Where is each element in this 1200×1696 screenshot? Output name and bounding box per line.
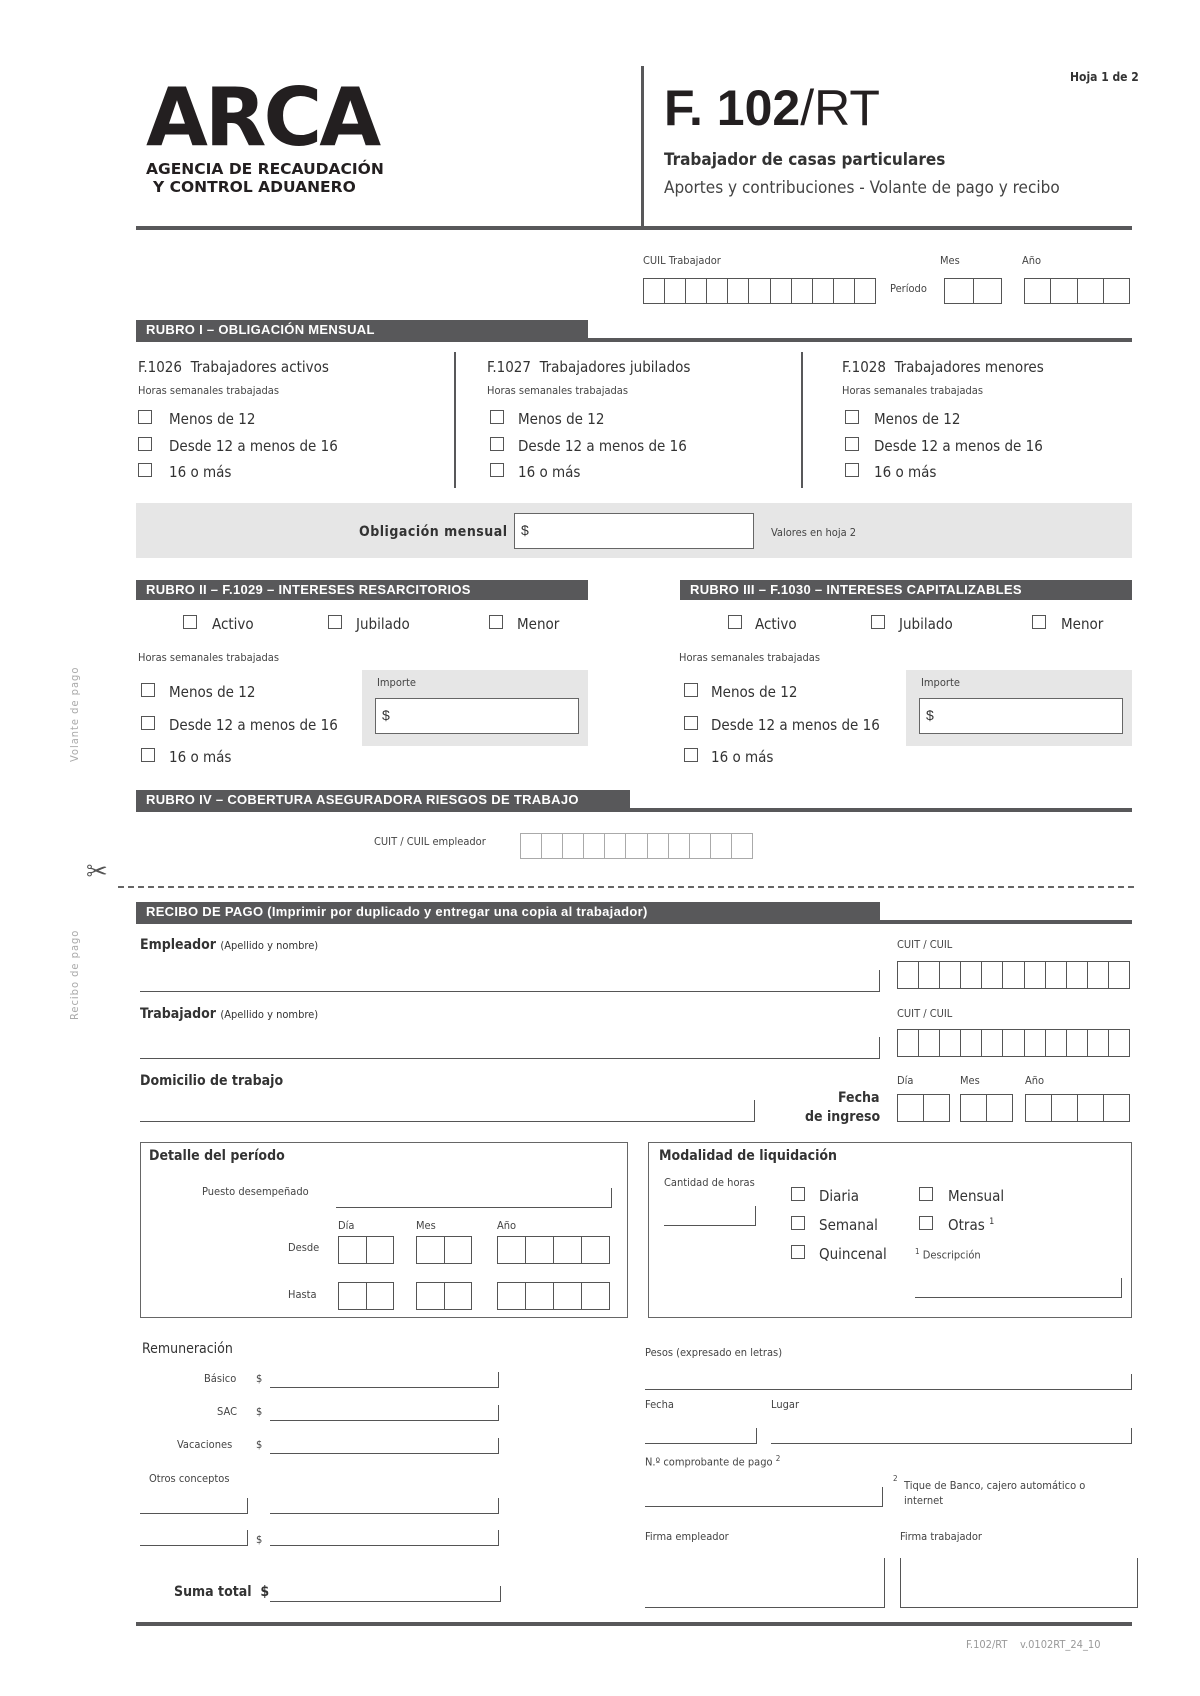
rubro2-activo-checkbox[interactable]	[183, 615, 197, 629]
rubro1-col2-hours-label: Horas semanales trabajadas	[487, 384, 629, 397]
firma-trabajador-input[interactable]	[900, 1558, 1138, 1608]
detalle-dia-label: Día	[338, 1219, 355, 1232]
rubro1-col3-title	[842, 358, 1044, 376]
trabajador-label-text: Trabajador	[140, 1006, 216, 1022]
detalle-mes-label: Mes	[416, 1219, 436, 1232]
modalidad-title: Modalidad de liquidación	[659, 1148, 838, 1164]
trabajador-note: (Apellido y nombre)	[220, 1008, 319, 1021]
rubro3-opt2-label: Desde 12 a menos de 16	[711, 716, 880, 734]
rubro3-jubilado-label: Jubilado	[899, 615, 953, 633]
footer-rule	[136, 1622, 1132, 1626]
anio-label: Año	[1022, 254, 1042, 267]
sac-currency: $	[256, 1405, 263, 1418]
modalidad-semanal-checkbox[interactable]	[791, 1216, 805, 1230]
ticket-note: Tique de Banco, cajero automático o internet	[904, 1479, 1086, 1507]
ticket-note-sup: 2	[893, 1474, 898, 1483]
rubro3-opt1-checkbox[interactable]	[684, 683, 698, 697]
otros-concepto-1-amount[interactable]	[270, 1498, 499, 1514]
otros-concepto-2-currency: $	[256, 1533, 263, 1546]
rubro1-col3-opt2-label: Desde 12 a menos de 16	[874, 437, 1043, 455]
hasta-label: Hasta	[288, 1288, 317, 1301]
rubro2-opt2-label: Desde 12 a menos de 16	[169, 716, 338, 734]
rubro1-col1-opt1-checkbox[interactable]	[138, 410, 152, 424]
trabajador-cuit-label: CUIT / CUIL	[897, 1007, 953, 1020]
cantidad-horas-input[interactable]	[664, 1206, 756, 1226]
modalidad-diaria-checkbox[interactable]	[791, 1187, 805, 1201]
firma-empleador-input[interactable]	[645, 1558, 885, 1608]
rubro3-importe-input[interactable]	[919, 698, 1123, 734]
obligacion-currency: $	[521, 522, 529, 538]
otros-concepto-2-amount[interactable]	[270, 1530, 499, 1546]
rubro4-cuit-input[interactable]	[520, 833, 753, 859]
rubro3-menor-checkbox[interactable]	[1032, 615, 1046, 629]
cut-line	[118, 886, 1134, 888]
comprobante-text: N.º comprobante de pago	[645, 1455, 773, 1469]
cuil-trabajador-input[interactable]	[643, 278, 876, 304]
modalidad-diaria-label: Diaria	[819, 1187, 859, 1205]
puesto-input[interactable]	[336, 1188, 612, 1208]
form-code	[664, 80, 880, 136]
rubro3-activo-checkbox[interactable]	[728, 615, 742, 629]
rubro2-importe-label: Importe	[377, 676, 416, 689]
rubro1-col1-opt3-checkbox[interactable]	[138, 463, 152, 477]
firma-empleador-label: Firma empleador	[645, 1530, 729, 1543]
descripcion-input[interactable]	[915, 1278, 1122, 1298]
rubro1-col3-opt1-label: Menos de 12	[874, 410, 961, 428]
rubro1-col3-name: Trabajadores menores	[894, 358, 1044, 376]
rubro1-col1-hours-label: Horas semanales trabajadas	[138, 384, 280, 397]
footer-code	[966, 1638, 1101, 1651]
desde-dia-input[interactable]	[338, 1236, 394, 1264]
form-subtitle: Trabajador de casas particulares	[664, 150, 946, 170]
rubro4-rule	[136, 808, 1132, 812]
trabajador-label	[140, 1006, 318, 1022]
desde-mes-input[interactable]	[416, 1236, 472, 1264]
comprobante-label	[645, 1454, 780, 1469]
sac-label: SAC	[217, 1405, 237, 1418]
rubro2-jubilado-checkbox[interactable]	[328, 615, 342, 629]
recibo-rule	[136, 920, 1132, 924]
empleador-cuit-label: CUIT / CUIL	[897, 938, 953, 951]
scissors-icon: ✂	[86, 856, 108, 886]
vacaciones-label: Vacaciones	[177, 1438, 233, 1451]
rubro3-title: RUBRO III – F.1030 – INTERESES CAPITALIZABLES	[680, 580, 1132, 600]
descripcion-label	[915, 1247, 981, 1262]
comprobante-sup: 2	[775, 1454, 781, 1463]
fecha-ingreso-dia-label: Día	[897, 1074, 914, 1087]
rubro2-opt2-checkbox[interactable]	[141, 716, 155, 730]
agency-name-line2: Y CONTROL ADUANERO	[153, 178, 356, 196]
rubro1-col2-code: F.1027	[487, 358, 531, 376]
rubro1-col1-opt1-label: Menos de 12	[169, 410, 256, 428]
cuil-trabajador-label: CUIL Trabajador	[643, 254, 721, 267]
rubro1-col-divider-2	[801, 352, 803, 488]
rubro1-col3-code: F.1028	[842, 358, 886, 376]
rubro3-menor-label: Menor	[1061, 615, 1104, 633]
otros-concepto-2-name[interactable]	[140, 1530, 248, 1546]
rubro1-col2-title	[487, 358, 690, 376]
empleador-label-text: Empleador	[140, 937, 216, 953]
pesos-letras-label: Pesos (expresado en letras)	[645, 1346, 783, 1359]
fecha-ingreso-dia-input[interactable]	[897, 1094, 950, 1122]
modalidad-otras-checkbox[interactable]	[919, 1216, 933, 1230]
domicilio-label: Domicilio de trabajo	[140, 1073, 284, 1089]
modalidad-mensual-checkbox[interactable]	[919, 1187, 933, 1201]
periodo-mes-input[interactable]	[944, 278, 1002, 304]
mes-label: Mes	[940, 254, 960, 267]
fecha-input[interactable]	[645, 1428, 757, 1444]
rubro1-col1-name: Trabajadores activos	[190, 358, 329, 376]
suma-total-label	[174, 1584, 269, 1600]
rubro2-importe-input[interactable]	[375, 698, 579, 734]
sheet-number: Hoja 1 de 2	[1070, 70, 1139, 84]
empleador-label	[140, 937, 318, 953]
rubro1-col2-opt2-checkbox[interactable]	[490, 437, 504, 451]
rubro3-activo-label: Activo	[755, 615, 797, 633]
vacaciones-input[interactable]	[270, 1438, 499, 1454]
rubro2-opt1-checkbox[interactable]	[141, 683, 155, 697]
rubro1-rule	[136, 338, 1132, 342]
side-label-recibo: Recibo de pago	[68, 929, 81, 1020]
fecha-ingreso-mes-input[interactable]	[960, 1094, 1013, 1122]
cantidad-horas-label: Cantidad de horas	[664, 1176, 755, 1189]
firma-trabajador-label: Firma trabajador	[900, 1530, 982, 1543]
rubro1-col3-opt3-checkbox[interactable]	[845, 463, 859, 477]
rubro4-cuit-label: CUIT / CUIL empleador	[374, 835, 486, 848]
sac-input[interactable]	[270, 1405, 499, 1421]
suma-total-input[interactable]	[270, 1586, 501, 1602]
agency-name-line1: AGENCIA DE RECAUDACIÓN	[146, 160, 384, 178]
rubro3-jubilado-checkbox[interactable]	[871, 615, 885, 629]
periodo-anio-input[interactable]	[1024, 278, 1130, 304]
rubro1-col2-opt3-label: 16 o más	[518, 463, 581, 481]
fecha-ingreso-mes-label: Mes	[960, 1074, 980, 1087]
rubro2-opt3-label: 16 o más	[169, 748, 232, 766]
rubro4-title: RUBRO IV – COBERTURA ASEGURADORA RIESGOS DE TRABAJO	[136, 790, 630, 810]
rubro1-col3-hours-label: Horas semanales trabajadas	[842, 384, 984, 397]
fecha-ingreso-anio-label: Año	[1025, 1074, 1045, 1087]
otros-conceptos-label: Otros conceptos	[149, 1472, 230, 1485]
rubro1-col1-title	[138, 358, 329, 376]
form-subtitle-2: Aportes y contribuciones - Volante de pago y recibo	[664, 178, 1060, 198]
fecha-label: Fecha	[645, 1398, 674, 1411]
rubro1-col2-name: Trabajadores jubilados	[539, 358, 691, 376]
modalidad-quincenal-label: Quincenal	[819, 1245, 887, 1263]
desde-anio-input[interactable]	[497, 1236, 610, 1264]
rubro1-col1-code: F.1026	[138, 358, 182, 376]
trabajador-input[interactable]	[140, 1037, 880, 1059]
rubro1-col3-opt3-label: 16 o más	[874, 463, 937, 481]
basico-label: Básico	[204, 1372, 237, 1385]
comprobante-input[interactable]	[645, 1487, 883, 1507]
modalidad-mensual-label: Mensual	[948, 1187, 1005, 1205]
detalle-periodo-title: Detalle del período	[149, 1148, 285, 1164]
basico-currency: $	[256, 1372, 263, 1385]
otras-text: Otras	[948, 1216, 985, 1234]
form-code-light: /RT	[800, 80, 880, 136]
descripcion-sup: 1	[915, 1247, 920, 1256]
desde-label: Desde	[288, 1241, 320, 1254]
header-rule	[136, 226, 1132, 230]
fecha-ingreso-label-1: Fecha	[838, 1090, 880, 1106]
rubro3-hours-label: Horas semanales trabajadas	[679, 651, 821, 664]
fecha-ingreso-label-2: de ingreso	[805, 1109, 881, 1125]
rubro1-col1-opt2-label: Desde 12 a menos de 16	[169, 437, 338, 455]
rubro3-currency: $	[926, 707, 934, 723]
rubro3-opt1-label: Menos de 12	[711, 683, 798, 701]
modalidad-quincenal-checkbox[interactable]	[791, 1245, 805, 1259]
obligacion-mensual-label: Obligación mensual	[359, 524, 508, 540]
rubro1-col3-opt1-checkbox[interactable]	[845, 410, 859, 424]
modalidad-semanal-label: Semanal	[819, 1216, 878, 1234]
arca-logo: ARCA	[146, 71, 379, 164]
periodo-label: Período	[890, 282, 927, 295]
rubro2-title: RUBRO II – F.1029 – INTERESES RESARCITORIOS	[136, 580, 588, 600]
empleador-input[interactable]	[140, 970, 880, 992]
rubro2-jubilado-label: Jubilado	[356, 615, 410, 633]
hasta-anio-input[interactable]	[497, 1282, 610, 1310]
rubro1-col1-opt2-checkbox[interactable]	[138, 437, 152, 451]
rubro3-opt2-checkbox[interactable]	[684, 716, 698, 730]
domicilio-input[interactable]	[140, 1100, 755, 1122]
fecha-ingreso-anio-input[interactable]	[1025, 1094, 1130, 1122]
footer-code-text: F.102/RT	[966, 1638, 1008, 1651]
rubro2-menor-checkbox[interactable]	[489, 615, 503, 629]
pesos-letras-input[interactable]	[645, 1374, 1132, 1390]
trabajador-cuit-input[interactable]	[897, 1029, 1130, 1057]
lugar-input[interactable]	[771, 1428, 1132, 1444]
remuneracion-title: Remuneración	[142, 1341, 233, 1357]
rubro1-col3-opt2-checkbox[interactable]	[845, 437, 859, 451]
rubro1-col-divider-1	[454, 352, 456, 488]
modalidad-otras-label	[948, 1216, 994, 1234]
hasta-mes-input[interactable]	[416, 1282, 472, 1310]
rubro1-col1-opt3-label: 16 o más	[169, 463, 232, 481]
rubro3-opt3-label: 16 o más	[711, 748, 774, 766]
rubro2-menor-label: Menor	[517, 615, 560, 633]
hasta-dia-input[interactable]	[338, 1282, 394, 1310]
rubro1-col2-opt2-label: Desde 12 a menos de 16	[518, 437, 687, 455]
suma-total-currency: $	[260, 1584, 270, 1600]
otras-sup: 1	[989, 1217, 995, 1227]
rubro1-col2-opt1-checkbox[interactable]	[490, 410, 504, 424]
detalle-anio-label: Año	[497, 1219, 517, 1232]
rubro3-importe-label: Importe	[921, 676, 960, 689]
descripcion-text: Descripción	[922, 1248, 981, 1262]
recibo-title: RECIBO DE PAGO (Imprimir por duplicado y entregar una copia al trabajador)	[136, 902, 880, 922]
form-code-bold: F. 102	[664, 80, 801, 136]
side-label-volante: Volante de pago	[68, 666, 81, 762]
rubro1-title: RUBRO I – OBLIGACIÓN MENSUAL	[136, 320, 588, 340]
vacaciones-currency: $	[256, 1438, 263, 1451]
obligacion-mensual-input[interactable]	[514, 513, 754, 549]
rubro1-col2-opt3-checkbox[interactable]	[490, 463, 504, 477]
empleador-note: (Apellido y nombre)	[220, 939, 319, 952]
header-divider	[641, 66, 644, 226]
lugar-label: Lugar	[771, 1398, 800, 1411]
rubro2-activo-label: Activo	[212, 615, 254, 633]
rubro2-opt3-checkbox[interactable]	[141, 748, 155, 762]
rubro1-col2-opt1-label: Menos de 12	[518, 410, 605, 428]
rubro2-currency: $	[382, 707, 390, 723]
puesto-label: Puesto desempeñado	[202, 1185, 309, 1198]
empleador-cuit-input[interactable]	[897, 961, 1130, 989]
suma-total-text: Suma total	[174, 1584, 252, 1600]
rubro2-hours-label: Horas semanales trabajadas	[138, 651, 280, 664]
rubro3-opt3-checkbox[interactable]	[684, 748, 698, 762]
footer-version: v.0102RT_24_10	[1019, 1638, 1101, 1651]
basico-input[interactable]	[270, 1372, 499, 1388]
otros-concepto-1-name[interactable]	[140, 1498, 248, 1514]
rubro2-opt1-label: Menos de 12	[169, 683, 256, 701]
valores-note: Valores en hoja 2	[771, 526, 857, 539]
